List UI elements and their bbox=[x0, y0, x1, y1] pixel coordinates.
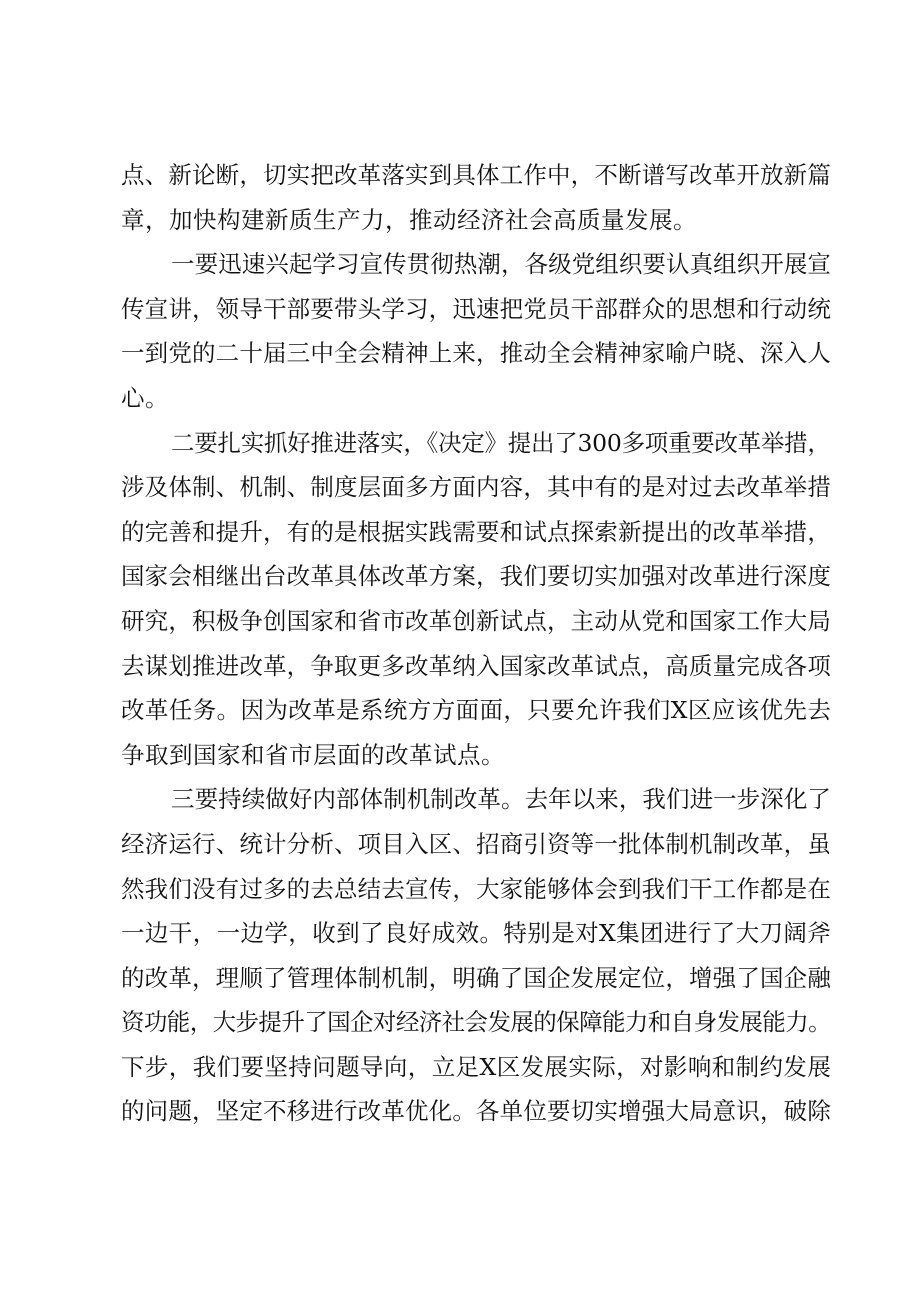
text-line: 二要扎实抓好推进落实，《决定》提出了300多项重要改革举措， bbox=[171, 428, 831, 457]
text-line: 下步，我们要坚持问题导向，立足X区发展实际，对影响和制约发展 bbox=[121, 1052, 832, 1081]
text-line: 争取到国家和省市层面的改革试点。 bbox=[121, 740, 505, 769]
text-line: 去谋划推进改革，争取更多改革纳入国家改革试点，高质量完成各项 bbox=[121, 651, 831, 680]
text-line: 资功能，大步提升了国企对经济社会发展的保障能力和自身发展能力。 bbox=[121, 1008, 831, 1037]
text-line: 三要持续做好内部体制机制改革。去年以来，我们进一步深化了 bbox=[171, 785, 831, 814]
text-line: 传宣讲，领导干部要带头学习，迅速把党员干部群众的思想和行动统 bbox=[121, 294, 831, 323]
text-line: 的改革，理顺了管理体制机制，明确了国企发展定位，增强了国企融 bbox=[121, 963, 831, 992]
text-line: 然我们没有过多的去总结去宣传，大家能够体会到我们干工作都是在 bbox=[121, 874, 831, 903]
document-body bbox=[121, 153, 831, 1134]
text-line: 章，加快构建新质生产力，推动经济社会高质量发展。 bbox=[121, 205, 697, 234]
text-line: 心。 bbox=[121, 383, 169, 412]
text-line: 经济运行、统计分析、项目入区、招商引资等一批体制机制改革，虽 bbox=[121, 829, 831, 858]
text-line: 点、新论断，切实把改革落实到具体工作中，不断谱写改革开放新篇 bbox=[121, 161, 831, 189]
text-line: 涉及体制、机制、制度层面多方面内容，其中有的是对过去改革举措 bbox=[121, 473, 831, 502]
text-line: 改革任务。因为改革是系统方方面面，只要允许我们X区应该优先去 bbox=[121, 696, 832, 725]
text-line: 研究，积极争创国家和省市改革创新试点，主动从党和国家工作大局 bbox=[121, 606, 831, 635]
paragraph-internal-reform bbox=[121, 777, 831, 1134]
text-line: 一到党的二十届三中全会精神上来，推动全会精神家喻户晓、深入人 bbox=[121, 339, 831, 368]
text-line: 国家会相继出台改革具体改革方案，我们要切实加强对改革进行深度 bbox=[121, 562, 831, 591]
text-line: 一边干，一边学，收到了良好成效。特别是对X集团进行了大刀阔斧 bbox=[121, 919, 832, 948]
paragraph-continuation bbox=[121, 153, 831, 242]
paragraph-study-publicity bbox=[121, 242, 831, 420]
text-line: 的完善和提升，有的是根据实践需要和试点探索新提出的改革举措， bbox=[121, 517, 831, 546]
text-line: 的问题，坚定不移进行改革优化。各单位要切实增强大局意识，破除 bbox=[121, 1097, 831, 1126]
paragraph-implementation bbox=[121, 421, 831, 778]
text-line: 一要迅速兴起学习宣传贯彻热潮，各级党组织要认真组织开展宣 bbox=[171, 250, 831, 279]
